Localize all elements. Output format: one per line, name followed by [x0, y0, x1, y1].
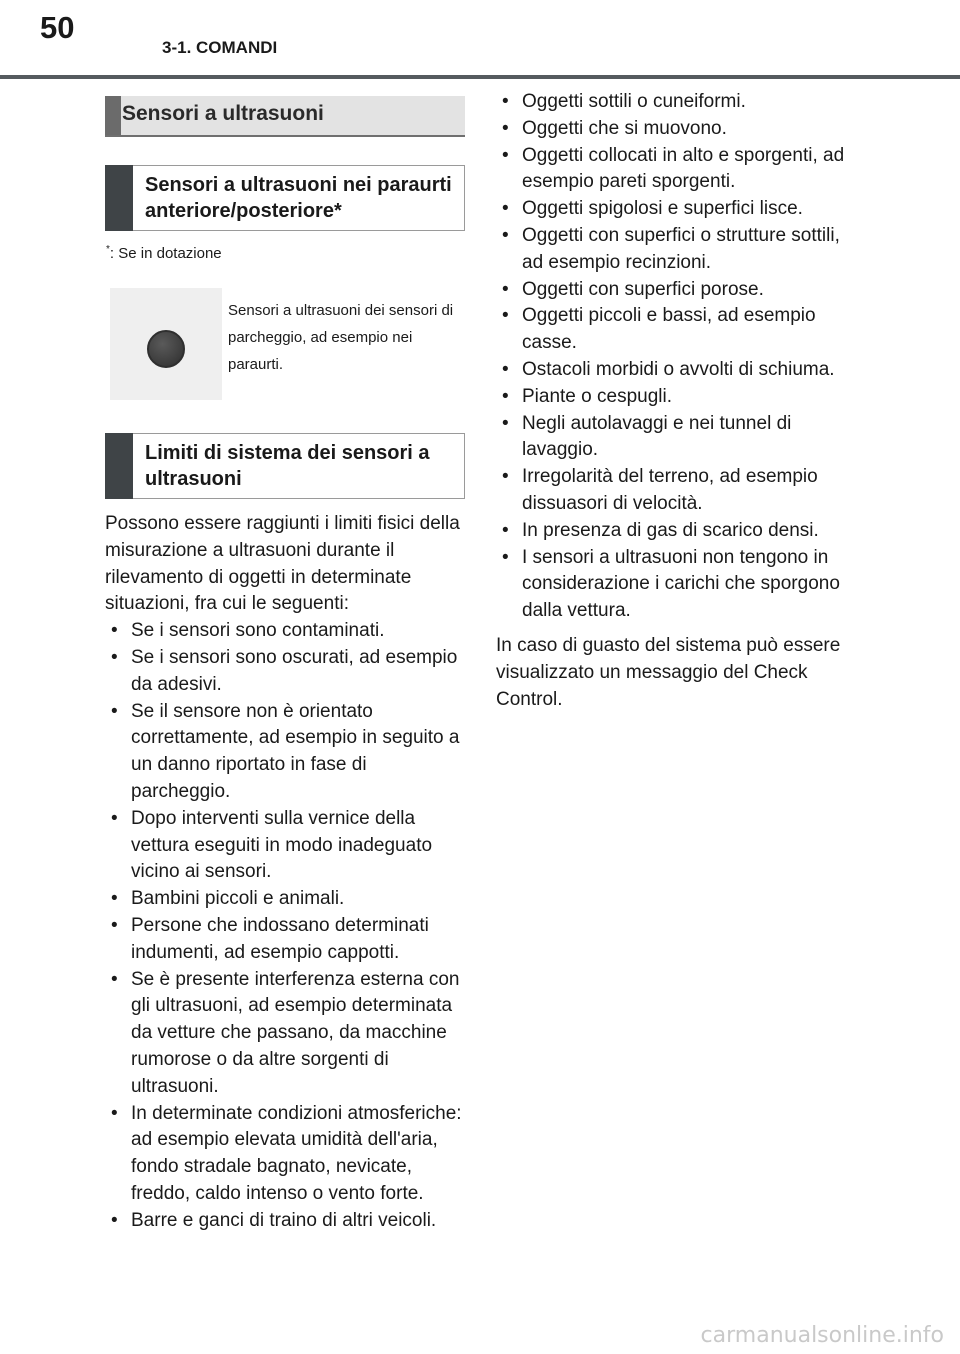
- list-item: • Oggetti piccoli e bassi, ad esempio casse.: [496, 303, 856, 357]
- watermark: carmanualsonline.info: [700, 1323, 944, 1348]
- limitations-list-right: [496, 89, 856, 625]
- list-item: • Piante o cespugli.: [496, 384, 856, 411]
- list-item: • Oggetti con superfici porose.: [496, 277, 856, 304]
- list-item: • Se i sensori sono contaminati.: [105, 618, 465, 645]
- list-item: • Se è presente interferenza esterna con gli ultrasuoni, ad esempio determinata da vetture che passano, da macchine rumorose o da altre sorgenti di ultrasuoni.: [105, 967, 465, 1101]
- list-item: • Oggetti collocati in alto e sporgenti, ad esempio pareti sporgenti.: [496, 143, 856, 197]
- footnote-mark: *: [106, 244, 110, 255]
- right-column-text: [496, 89, 856, 713]
- section-heading-text: Sensori a ultrasuoni: [122, 102, 324, 125]
- subheading-accent-bar: [105, 165, 133, 231]
- section-title: 3-1. COMANDI: [162, 38, 278, 57]
- list-item: • Se il sensore non è orientato correttamente, ad esempio in seguito a un danno riportato in fase di parcheggio.: [105, 699, 465, 806]
- header-divider: [0, 75, 960, 79]
- list-item: • Oggetti sottili o cuneiformi.: [496, 89, 856, 116]
- page-number: 50: [40, 10, 75, 45]
- subheading-text: Limiti di sistema dei sensori a ultrasuoni: [145, 442, 430, 490]
- subheading-accent-bar: [105, 433, 133, 499]
- subheading-bumper-sensors: [105, 165, 465, 231]
- intro-paragraph: Possono essere raggiunti i limiti fisici della misurazione a ultrasuoni durante il rilevamento di oggetti in determinate situazioni, fra cui le seguenti:: [105, 513, 460, 615]
- list-item: • Oggetti con superfici o strutture sottili, ad esempio recinzioni.: [496, 223, 856, 277]
- heading-accent-bar: [105, 96, 121, 135]
- subheading-text: Sensori a ultrasuoni nei paraurti anteriore/posteriore*: [145, 174, 452, 222]
- list-item: • Ostacoli morbidi o avvolti di schiuma.: [496, 357, 856, 384]
- list-item: • Dopo interventi sulla vernice della vettura eseguiti in modo inadeguato vicino ai sensori.: [105, 806, 465, 886]
- limitations-list-left: [105, 618, 465, 1234]
- list-item: • Barre e ganci di traino di altri veicoli.: [105, 1208, 465, 1235]
- sensor-figure: [110, 288, 222, 400]
- footnote-text: : Se in dotazione: [109, 245, 222, 262]
- closing-paragraph: In caso di guasto del sistema può essere visualizzato un messaggio del Check Control.: [496, 634, 841, 710]
- page-header: [0, 0, 960, 80]
- figure-caption: Sensori a ultrasuoni dei sensori di parcheggio, ad esempio nei paraurti.: [228, 302, 454, 373]
- list-item: • Negli autolavaggi e nei tunnel di lavaggio.: [496, 411, 856, 465]
- subheading-system-limits: [105, 433, 465, 499]
- ultrasonic-sensor-icon: [147, 330, 185, 368]
- list-item: • Oggetti spigolosi e superfici lisce.: [496, 196, 856, 223]
- left-column-text: [105, 511, 465, 1235]
- list-item: • Persone che indossano determinati indumenti, ad esempio cappotti.: [105, 913, 465, 967]
- list-item: • In determinate condizioni atmosferiche: ad esempio elevata umidità dell'aria, fondo stradale bagnato, nevicate, freddo, caldo intenso o vento forte.: [105, 1101, 465, 1208]
- list-item: • I sensori a ultrasuoni non tengono in considerazione i carichi che sporgono dalla vettura.: [496, 545, 856, 625]
- list-item: • In presenza di gas di scarico densi.: [496, 518, 856, 545]
- footnote: [106, 244, 222, 262]
- list-item: • Irregolarità del terreno, ad esempio dissuasori di velocità.: [496, 464, 856, 518]
- list-item: • Oggetti che si muovono.: [496, 116, 856, 143]
- list-item: • Se i sensori sono oscurati, ad esempio da adesivi.: [105, 645, 465, 699]
- section-heading: [105, 96, 465, 137]
- list-item: • Bambini piccoli e animali.: [105, 886, 465, 913]
